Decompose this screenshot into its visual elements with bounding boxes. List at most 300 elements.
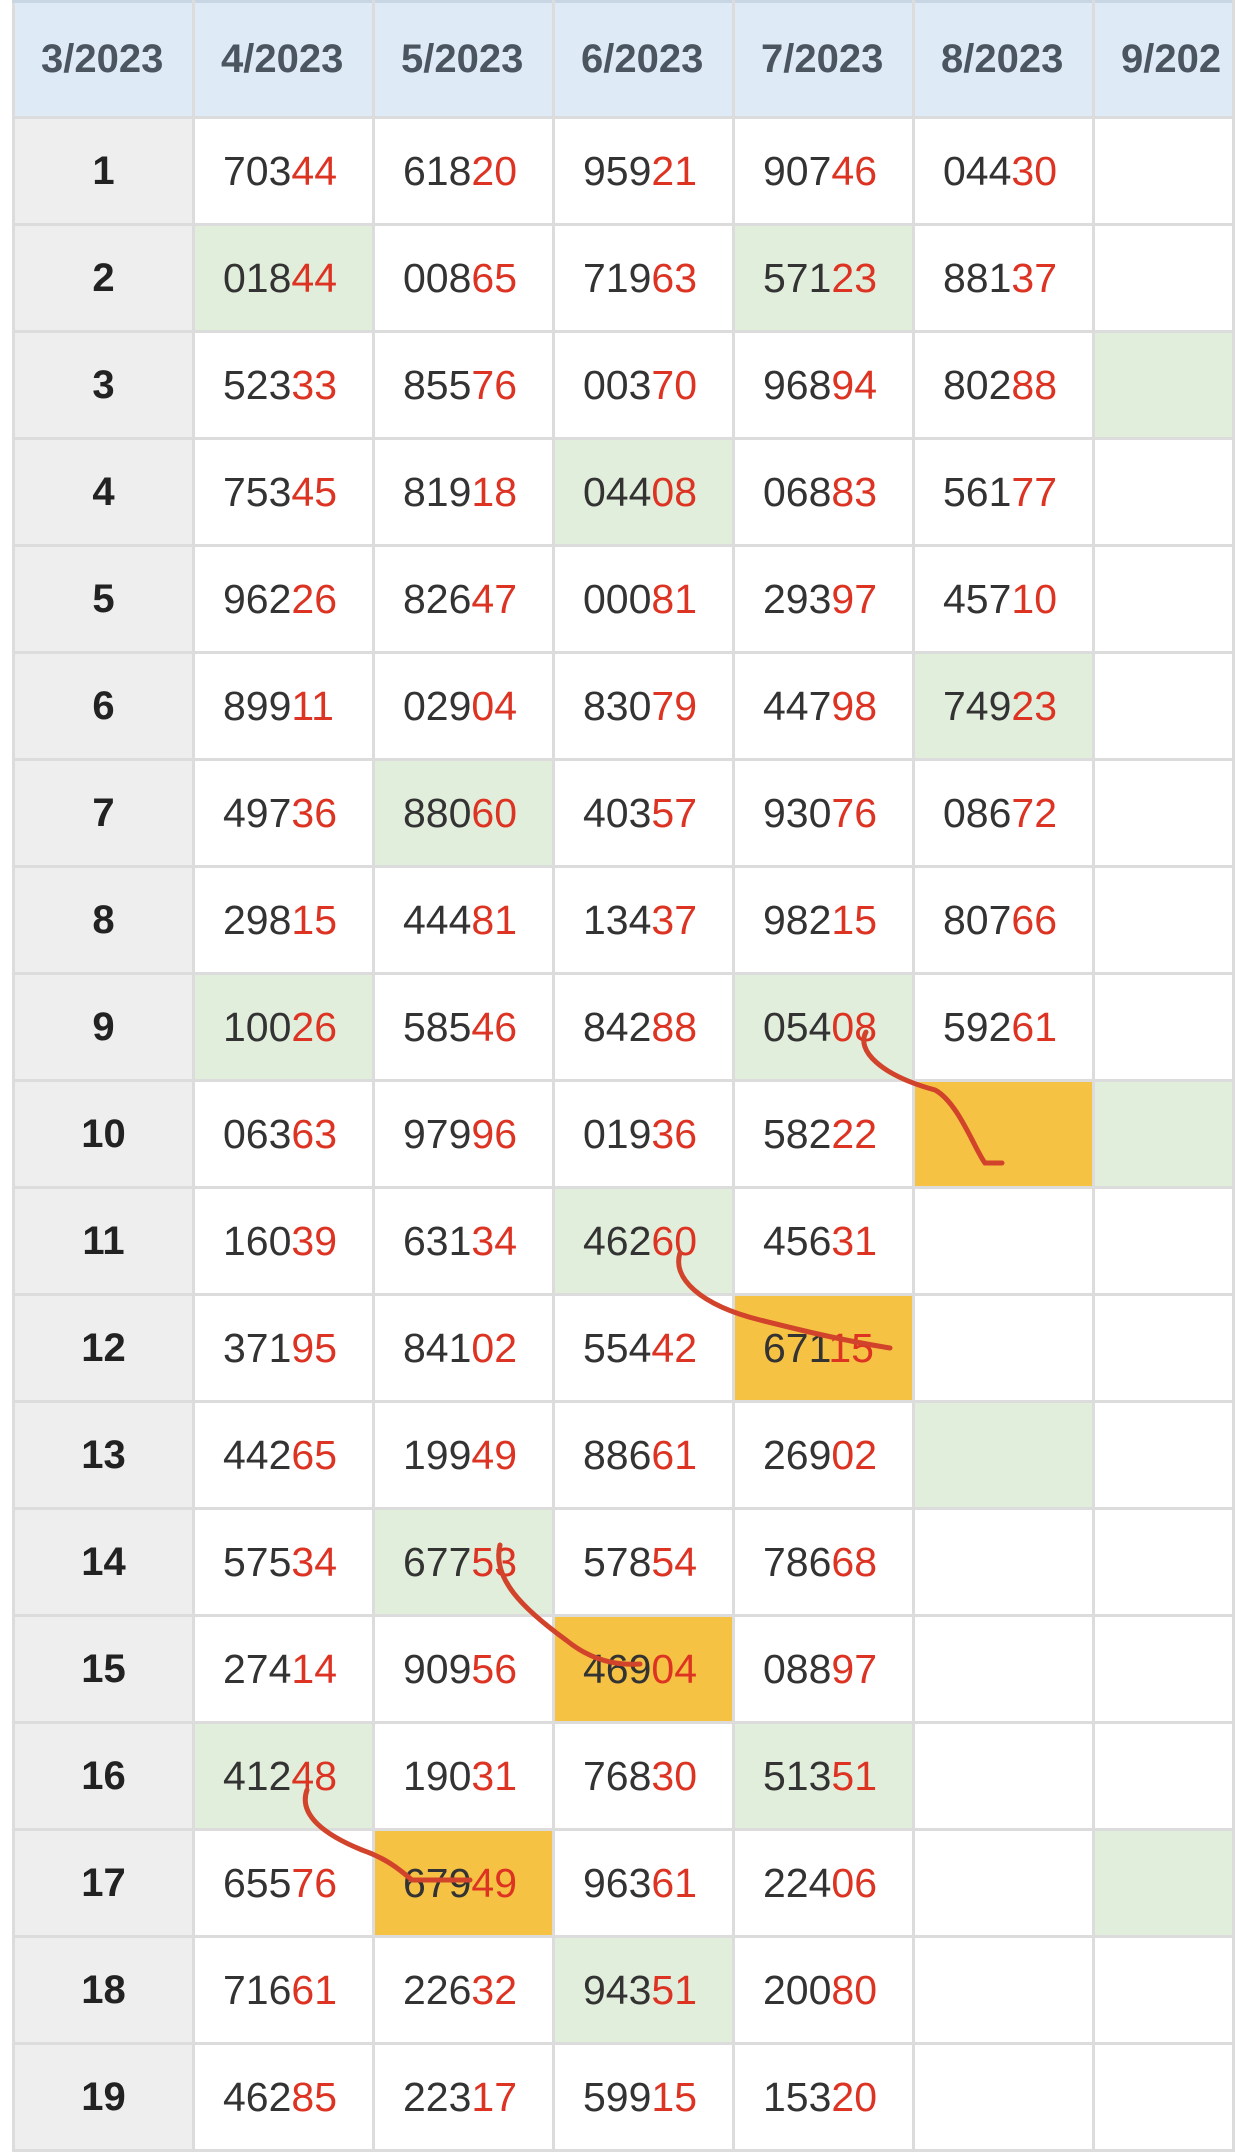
result-leading-digits: 841 bbox=[403, 1324, 472, 1371]
table-row bbox=[14, 1616, 1234, 1723]
result-cell bbox=[734, 2044, 914, 2151]
result-leading-digits: 703 bbox=[223, 147, 292, 194]
result-leading-digits: 100 bbox=[223, 1003, 292, 1050]
result-cell bbox=[194, 546, 374, 653]
result-last-two-digits: 61 bbox=[651, 1431, 698, 1478]
result-leading-digits: 298 bbox=[223, 896, 292, 943]
result-leading-digits: 909 bbox=[403, 1645, 472, 1692]
result-cell bbox=[374, 974, 554, 1081]
result-leading-digits: 575 bbox=[223, 1538, 292, 1585]
row-day-label: 19 bbox=[14, 2044, 194, 2151]
result-cell bbox=[734, 225, 914, 332]
result-last-two-digits: 81 bbox=[471, 896, 518, 943]
result-cell bbox=[734, 1616, 914, 1723]
result-leading-digits: 513 bbox=[763, 1752, 832, 1799]
result-last-two-digits: 88 bbox=[1011, 361, 1058, 408]
result-cell bbox=[914, 1402, 1094, 1509]
result-cell bbox=[374, 1937, 554, 2044]
result-leading-digits: 044 bbox=[583, 468, 652, 515]
result-last-two-digits: 85 bbox=[291, 2073, 338, 2120]
result-leading-digits: 044 bbox=[943, 147, 1012, 194]
result-cell bbox=[734, 1081, 914, 1188]
result-cell bbox=[194, 332, 374, 439]
row-day-label: 2 bbox=[14, 225, 194, 332]
result-cell bbox=[1094, 1402, 1234, 1509]
result-cell bbox=[554, 225, 734, 332]
result-cell bbox=[914, 546, 1094, 653]
result-cell bbox=[554, 439, 734, 546]
result-last-two-digits: 37 bbox=[1011, 254, 1058, 301]
result-last-two-digits: 97 bbox=[831, 1645, 878, 1692]
result-cell bbox=[734, 653, 914, 760]
result-last-two-digits: 04 bbox=[651, 1645, 698, 1692]
result-last-two-digits: 68 bbox=[831, 1538, 878, 1585]
result-cell bbox=[734, 1937, 914, 2044]
result-cell bbox=[374, 1723, 554, 1830]
result-cell bbox=[914, 2044, 1094, 2151]
result-cell bbox=[554, 867, 734, 974]
result-cell bbox=[1094, 332, 1234, 439]
row-day-label: 13 bbox=[14, 1402, 194, 1509]
result-cell bbox=[1094, 1081, 1234, 1188]
column-header: 9/202 bbox=[1094, 2, 1234, 118]
result-last-two-digits: 31 bbox=[471, 1752, 518, 1799]
result-last-two-digits: 60 bbox=[651, 1217, 698, 1264]
result-last-two-digits: 96 bbox=[471, 1110, 518, 1157]
result-cell bbox=[734, 1509, 914, 1616]
result-leading-digits: 223 bbox=[403, 2073, 472, 2120]
result-last-two-digits: 65 bbox=[291, 1431, 338, 1478]
row-day-label: 18 bbox=[14, 1937, 194, 2044]
row-day-label: 3 bbox=[14, 332, 194, 439]
result-last-two-digits: 56 bbox=[471, 1645, 518, 1692]
result-cell bbox=[1094, 225, 1234, 332]
result-leading-digits: 716 bbox=[223, 1966, 292, 2013]
table-row bbox=[14, 1830, 1234, 1937]
result-cell bbox=[194, 1402, 374, 1509]
row-day-label: 7 bbox=[14, 760, 194, 867]
result-cell bbox=[374, 332, 554, 439]
result-last-two-digits: 51 bbox=[831, 1752, 878, 1799]
result-cell bbox=[374, 439, 554, 546]
result-last-two-digits: 11 bbox=[291, 682, 334, 729]
result-leading-digits: 959 bbox=[583, 147, 652, 194]
result-leading-digits: 561 bbox=[943, 468, 1012, 515]
row-day-label: 15 bbox=[14, 1616, 194, 1723]
row-day-label: 6 bbox=[14, 653, 194, 760]
result-leading-digits: 677 bbox=[403, 1538, 472, 1585]
result-cell bbox=[554, 1830, 734, 1937]
result-last-two-digits: 70 bbox=[651, 361, 698, 408]
result-leading-digits: 881 bbox=[943, 254, 1012, 301]
result-last-two-digits: 39 bbox=[291, 1217, 338, 1264]
table-row bbox=[14, 2044, 1234, 2151]
result-leading-digits: 068 bbox=[763, 468, 832, 515]
result-leading-digits: 830 bbox=[583, 682, 652, 729]
result-cell bbox=[914, 332, 1094, 439]
result-last-two-digits: 66 bbox=[1011, 896, 1058, 943]
result-leading-digits: 088 bbox=[763, 1645, 832, 1692]
result-leading-digits: 054 bbox=[763, 1003, 832, 1050]
table-row bbox=[14, 1295, 1234, 1402]
result-leading-digits: 749 bbox=[943, 682, 1012, 729]
result-last-two-digits: 23 bbox=[1011, 682, 1058, 729]
row-day-label: 12 bbox=[14, 1295, 194, 1402]
result-leading-digits: 444 bbox=[403, 896, 472, 943]
result-leading-digits: 447 bbox=[763, 682, 832, 729]
result-leading-digits: 943 bbox=[583, 1966, 652, 2013]
result-last-two-digits: 34 bbox=[291, 1538, 338, 1585]
result-cell bbox=[914, 867, 1094, 974]
result-last-two-digits: 31 bbox=[831, 1217, 878, 1264]
result-last-two-digits: 04 bbox=[471, 682, 518, 729]
result-cell bbox=[374, 760, 554, 867]
result-last-two-digits: 08 bbox=[831, 1003, 878, 1050]
table-row bbox=[14, 1723, 1234, 1830]
result-cell bbox=[914, 1509, 1094, 1616]
result-last-two-digits: 94 bbox=[831, 361, 878, 408]
result-leading-digits: 274 bbox=[223, 1645, 292, 1692]
result-cell bbox=[1094, 1616, 1234, 1723]
table-row bbox=[14, 1188, 1234, 1295]
result-cell bbox=[374, 1616, 554, 1723]
row-day-label: 16 bbox=[14, 1723, 194, 1830]
table-row bbox=[14, 867, 1234, 974]
result-last-two-digits: 37 bbox=[651, 896, 698, 943]
result-cell bbox=[194, 974, 374, 1081]
result-cell bbox=[914, 1295, 1094, 1402]
result-cell bbox=[914, 1188, 1094, 1295]
result-last-two-digits: 47 bbox=[471, 575, 518, 622]
result-leading-digits: 462 bbox=[583, 1217, 652, 1264]
table-header bbox=[14, 2, 1234, 118]
result-cell bbox=[554, 1402, 734, 1509]
result-last-two-digits: 77 bbox=[1011, 468, 1058, 515]
result-cell bbox=[374, 867, 554, 974]
result-leading-digits: 786 bbox=[763, 1538, 832, 1585]
column-header: 6/2023 bbox=[554, 2, 734, 118]
result-leading-digits: 753 bbox=[223, 468, 292, 515]
column-header: 5/2023 bbox=[374, 2, 554, 118]
result-leading-digits: 003 bbox=[583, 361, 652, 408]
result-leading-digits: 585 bbox=[403, 1003, 472, 1050]
row-day-label: 1 bbox=[14, 118, 194, 225]
result-last-two-digits: 32 bbox=[471, 1966, 518, 2013]
result-cell bbox=[734, 867, 914, 974]
result-leading-digits: 768 bbox=[583, 1752, 652, 1799]
column-header: 4/2023 bbox=[194, 2, 374, 118]
result-last-two-digits: 63 bbox=[651, 254, 698, 301]
result-cell bbox=[194, 1830, 374, 1937]
result-last-two-digits: 53 bbox=[471, 1538, 518, 1585]
result-cell bbox=[554, 546, 734, 653]
result-leading-digits: 029 bbox=[403, 682, 472, 729]
result-cell bbox=[554, 2044, 734, 2151]
result-last-two-digits: 06 bbox=[831, 1859, 878, 1906]
result-cell bbox=[554, 1295, 734, 1402]
result-cell bbox=[554, 760, 734, 867]
result-cell bbox=[194, 1616, 374, 1723]
result-last-two-digits: 49 bbox=[471, 1859, 518, 1906]
result-leading-digits: 224 bbox=[763, 1859, 832, 1906]
result-last-two-digits: 95 bbox=[291, 1324, 338, 1371]
result-cell bbox=[914, 653, 1094, 760]
result-leading-digits: 899 bbox=[223, 682, 292, 729]
result-last-two-digits: 60 bbox=[471, 789, 518, 836]
table-row bbox=[14, 332, 1234, 439]
result-last-two-digits: 44 bbox=[291, 254, 338, 301]
result-leading-digits: 886 bbox=[583, 1431, 652, 1478]
result-leading-digits: 190 bbox=[403, 1752, 472, 1799]
table-row bbox=[14, 439, 1234, 546]
result-leading-digits: 907 bbox=[763, 147, 832, 194]
result-last-two-digits: 81 bbox=[651, 575, 698, 622]
result-leading-digits: 457 bbox=[943, 575, 1012, 622]
result-last-two-digits: 10 bbox=[1011, 575, 1058, 622]
result-cell bbox=[914, 1830, 1094, 1937]
result-cell bbox=[374, 1295, 554, 1402]
result-cell bbox=[734, 1830, 914, 1937]
result-leading-digits: 199 bbox=[403, 1431, 472, 1478]
result-cell bbox=[194, 653, 374, 760]
result-last-two-digits: 02 bbox=[831, 1431, 878, 1478]
result-last-two-digits: 83 bbox=[831, 468, 878, 515]
result-cell bbox=[1094, 118, 1234, 225]
result-cell bbox=[1094, 439, 1234, 546]
result-cell bbox=[914, 225, 1094, 332]
row-day-label: 9 bbox=[14, 974, 194, 1081]
result-last-two-digits: 57 bbox=[651, 789, 698, 836]
result-leading-digits: 719 bbox=[583, 254, 652, 301]
result-leading-digits: 462 bbox=[223, 2073, 292, 2120]
result-last-two-digits: 14 bbox=[291, 1645, 338, 1692]
result-cell bbox=[734, 1402, 914, 1509]
result-cell bbox=[1094, 974, 1234, 1081]
result-leading-digits: 293 bbox=[763, 575, 832, 622]
result-cell bbox=[734, 1295, 914, 1402]
result-leading-digits: 497 bbox=[223, 789, 292, 836]
result-leading-digits: 671 bbox=[763, 1324, 829, 1371]
result-last-two-digits: 33 bbox=[291, 361, 338, 408]
result-last-two-digits: 76 bbox=[831, 789, 878, 836]
result-leading-digits: 618 bbox=[403, 147, 472, 194]
result-cell bbox=[1094, 653, 1234, 760]
column-header: 7/2023 bbox=[734, 2, 914, 118]
result-cell bbox=[914, 439, 1094, 546]
row-day-label: 10 bbox=[14, 1081, 194, 1188]
result-last-two-digits: 61 bbox=[291, 1966, 338, 2013]
result-cell bbox=[1094, 1723, 1234, 1830]
result-cell bbox=[194, 439, 374, 546]
result-last-two-digits: 76 bbox=[291, 1859, 338, 1906]
result-last-two-digits: 61 bbox=[1011, 1003, 1058, 1050]
result-last-two-digits: 42 bbox=[651, 1324, 698, 1371]
result-cell bbox=[554, 974, 734, 1081]
result-last-two-digits: 36 bbox=[651, 1110, 698, 1157]
result-leading-digits: 582 bbox=[763, 1110, 832, 1157]
result-cell bbox=[374, 1509, 554, 1616]
result-leading-digits: 655 bbox=[223, 1859, 292, 1906]
result-leading-digits: 968 bbox=[763, 361, 832, 408]
result-leading-digits: 631 bbox=[403, 1217, 472, 1264]
result-cell bbox=[1094, 1509, 1234, 1616]
result-leading-digits: 880 bbox=[403, 789, 472, 836]
result-last-two-digits: 20 bbox=[831, 2073, 878, 2120]
table-row bbox=[14, 760, 1234, 867]
result-cell bbox=[194, 1937, 374, 2044]
result-cell bbox=[194, 1723, 374, 1830]
result-cell bbox=[194, 1509, 374, 1616]
result-cell bbox=[914, 1616, 1094, 1723]
result-cell bbox=[734, 1188, 914, 1295]
row-day-label: 5 bbox=[14, 546, 194, 653]
result-cell bbox=[194, 1081, 374, 1188]
result-leading-digits: 855 bbox=[403, 361, 472, 408]
result-last-two-digits: 20 bbox=[471, 147, 518, 194]
result-last-two-digits: 23 bbox=[831, 254, 878, 301]
result-cell bbox=[914, 1723, 1094, 1830]
result-leading-digits: 802 bbox=[943, 361, 1012, 408]
table-row bbox=[14, 653, 1234, 760]
result-leading-digits: 403 bbox=[583, 789, 652, 836]
result-cell bbox=[374, 653, 554, 760]
result-cell bbox=[194, 2044, 374, 2151]
result-leading-digits: 000 bbox=[583, 575, 652, 622]
column-header: 3/2023 bbox=[14, 2, 194, 118]
result-last-two-digits: 18 bbox=[471, 468, 518, 515]
result-last-two-digits: 44 bbox=[291, 147, 338, 194]
result-cell bbox=[1094, 546, 1234, 653]
header-row bbox=[14, 2, 1234, 118]
result-cell bbox=[914, 760, 1094, 867]
result-last-two-digits: 34 bbox=[471, 1217, 518, 1264]
result-last-two-digits: 54 bbox=[651, 1538, 698, 1585]
result-last-two-digits: 65 bbox=[471, 254, 518, 301]
result-last-two-digits: 48 bbox=[291, 1752, 338, 1799]
result-last-two-digits: 51 bbox=[651, 1966, 698, 2013]
result-leading-digits: 963 bbox=[583, 1859, 652, 1906]
result-leading-digits: 456 bbox=[763, 1217, 832, 1264]
result-cell bbox=[554, 1188, 734, 1295]
result-leading-digits: 982 bbox=[763, 896, 832, 943]
result-last-two-digits: 30 bbox=[651, 1752, 698, 1799]
result-cell bbox=[194, 867, 374, 974]
result-last-two-digits: 98 bbox=[831, 682, 878, 729]
result-leading-digits: 930 bbox=[763, 789, 832, 836]
result-cell bbox=[194, 1295, 374, 1402]
result-leading-digits: 807 bbox=[943, 896, 1012, 943]
result-cell bbox=[734, 1723, 914, 1830]
result-cell bbox=[374, 1081, 554, 1188]
result-cell bbox=[1094, 1295, 1234, 1402]
result-cell bbox=[554, 332, 734, 439]
result-cell bbox=[194, 225, 374, 332]
result-leading-digits: 063 bbox=[223, 1110, 292, 1157]
result-last-two-digits: 21 bbox=[651, 147, 698, 194]
table-row bbox=[14, 546, 1234, 653]
result-cell bbox=[554, 1509, 734, 1616]
result-cell bbox=[734, 974, 914, 1081]
result-leading-digits: 469 bbox=[583, 1645, 652, 1692]
result-last-two-digits: 76 bbox=[471, 361, 518, 408]
result-cell bbox=[1094, 760, 1234, 867]
result-leading-digits: 019 bbox=[583, 1110, 652, 1157]
result-leading-digits: 153 bbox=[763, 2073, 832, 2120]
result-cell bbox=[1094, 1830, 1234, 1937]
result-last-two-digits: 08 bbox=[651, 468, 698, 515]
result-last-two-digits: 02 bbox=[471, 1324, 518, 1371]
result-cell bbox=[374, 2044, 554, 2151]
result-leading-digits: 226 bbox=[403, 1966, 472, 2013]
result-last-two-digits: 46 bbox=[831, 147, 878, 194]
row-day-label: 11 bbox=[14, 1188, 194, 1295]
result-cell bbox=[734, 332, 914, 439]
result-cell bbox=[554, 1081, 734, 1188]
result-cell bbox=[554, 1616, 734, 1723]
result-last-two-digits: 72 bbox=[1011, 789, 1058, 836]
result-cell bbox=[734, 439, 914, 546]
result-cell bbox=[734, 118, 914, 225]
table-row bbox=[14, 1402, 1234, 1509]
result-cell bbox=[374, 546, 554, 653]
results-table bbox=[12, 0, 1235, 2152]
result-last-two-digits: 46 bbox=[471, 1003, 518, 1050]
result-last-two-digits: 26 bbox=[291, 1003, 338, 1050]
result-last-two-digits: 61 bbox=[651, 1859, 698, 1906]
result-leading-digits: 008 bbox=[403, 254, 472, 301]
row-day-label: 4 bbox=[14, 439, 194, 546]
result-last-two-digits: 30 bbox=[1011, 147, 1058, 194]
result-leading-digits: 554 bbox=[583, 1324, 652, 1371]
result-leading-digits: 819 bbox=[403, 468, 472, 515]
result-leading-digits: 523 bbox=[223, 361, 292, 408]
result-leading-digits: 571 bbox=[763, 254, 832, 301]
result-cell bbox=[554, 118, 734, 225]
result-cell bbox=[374, 1402, 554, 1509]
result-last-two-digits: 15 bbox=[651, 2073, 698, 2120]
result-cell bbox=[194, 760, 374, 867]
table-row bbox=[14, 225, 1234, 332]
table-row bbox=[14, 1937, 1234, 2044]
result-cell bbox=[734, 546, 914, 653]
result-last-two-digits: 97 bbox=[831, 575, 878, 622]
result-leading-digits: 412 bbox=[223, 1752, 292, 1799]
result-cell bbox=[554, 1937, 734, 2044]
table-row bbox=[14, 118, 1234, 225]
result-cell bbox=[1094, 1188, 1234, 1295]
result-cell bbox=[1094, 2044, 1234, 2151]
result-leading-digits: 442 bbox=[223, 1431, 292, 1478]
result-leading-digits: 826 bbox=[403, 575, 472, 622]
result-last-two-digits: 26 bbox=[291, 575, 338, 622]
result-cell bbox=[554, 653, 734, 760]
row-day-label: 17 bbox=[14, 1830, 194, 1937]
result-leading-digits: 842 bbox=[583, 1003, 652, 1050]
table-body bbox=[14, 118, 1234, 2151]
result-cell bbox=[374, 118, 554, 225]
result-leading-digits: 086 bbox=[943, 789, 1012, 836]
result-last-two-digits: 15 bbox=[828, 1324, 874, 1371]
result-leading-digits: 371 bbox=[223, 1324, 292, 1371]
row-day-label: 8 bbox=[14, 867, 194, 974]
result-cell bbox=[734, 760, 914, 867]
result-last-two-digits: 79 bbox=[651, 682, 698, 729]
result-last-two-digits: 88 bbox=[651, 1003, 698, 1050]
table-row bbox=[14, 974, 1234, 1081]
result-leading-digits: 200 bbox=[763, 1966, 832, 2013]
result-leading-digits: 160 bbox=[223, 1217, 292, 1264]
result-cell bbox=[914, 1937, 1094, 2044]
